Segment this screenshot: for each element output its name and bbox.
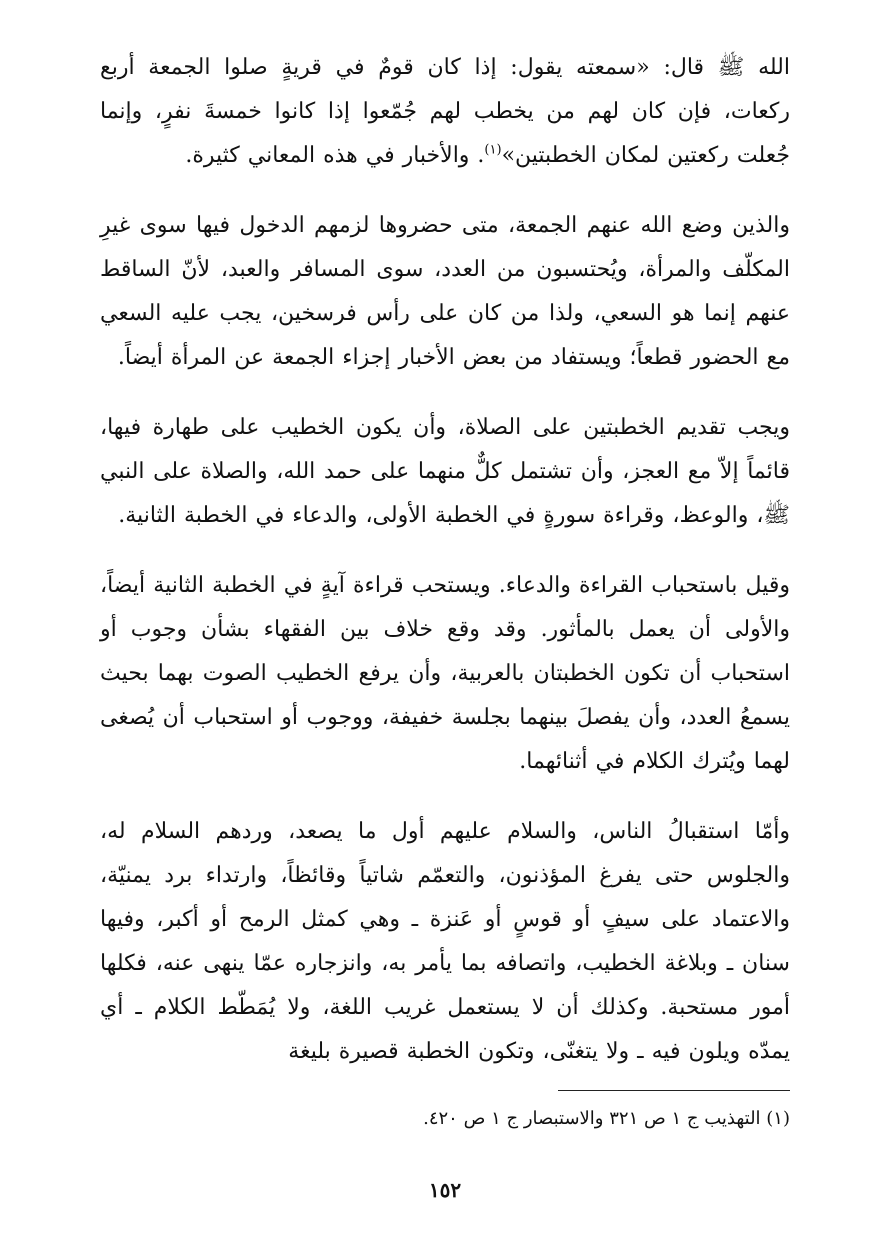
paragraph-5: وأمّا استقبالُ الناس، والسلام عليهم أول ما يصعد، وردهم السلام له، والجلوس حتى يفرغ المؤذنون، والتعمّم شاتياً وقائظاً، وارتداء برد يمنيّة، والاعتماد على سيفٍ أو قوسٍ أو عَنزة ـ وهي كمثل الرمح أو أكبر، وفيها سنان ـ وبلاغة الخطيب، واتصافه بما يأمر به، وانزجاره عمّا ينهى عنه، فكلها أمور مستحبة. وكذلك أن لا يستعمل غريب اللغة، ولا يُمَطّط الكلام ـ أي يمدّه ويلون فيه ـ ولا يتغنّى، وتكون الخطبة قصيرة بليغة: [100, 819, 790, 1064]
page-number: ١٥٢: [428, 1178, 462, 1202]
book-page: [100, 40, 790, 1202]
paragraph-1-text: الله ﷺ قال: «سمعته يقول: إذا كان قومٌ في قريةٍ صلوا الجمعة أربع ركعات، فإن كان لهم من يخطب لهم جُمّعوا إذا كانوا خمسةَ نفرٍ، وإنما جُعلت ركعتين لمكان الخطبتين»: [100, 55, 790, 168]
footnote-divider: [558, 1090, 790, 1091]
paragraph-3: ويجب تقديم الخطبتين على الصلاة، وأن يكون الخطيب على طهارة فيها، قائماً إلاّ مع العجز، وأن تشتمل كلٌّ منهما على حمد الله، والصلاة على النبي ﷺ، والوعظ، وقراءة سورةٍ في الخطبة الأولى، والدعاء في الخطبة الثانية.: [100, 415, 790, 528]
footnote-reference: (١): [484, 142, 502, 158]
paragraph-4: وقيل باستحباب القراءة والدعاء. ويستحب قراءة آيةٍ في الخطبة الثانية أيضاً، والأولى أن يعمل بالمأثور. وقد وقع خلاف بين الفقهاء بشأن وجوب أو استحباب أن تكون الخطبتان بالعربية، وأن يرفع الخطيب الصوت بهما بحيث يسمعُ العدد، وأن يفصلَ بينهما بجلسة خفيفة، ووجوب أو استحباب أن يُصغى لهما ويُترك الكلام في أثنائهما.: [100, 573, 790, 774]
paragraph-1-ending: . والأخبار في هذه المعاني كثيرة.: [185, 143, 485, 168]
paragraph-1: [100, 46, 790, 178]
footnote: (١) التهذيب ج ١ ص ٣٢١ والاستبصار ج ١ ص ٤٢٠.: [423, 1108, 790, 1129]
paragraph-2: والذين وضع الله عنهم الجمعة، متى حضروها لزمهم الدخول فيها سوى غيرِ المكلّف والمرأة، ويُحتسبون من العدد، سوى المسافر والعبد، لأنّ الساقط عنهم إنما هو السعي، ولذا من كان على رأس فرسخين، يجب عليه السعي مع الحضور قطعاً؛ ويستفاد من بعض الأخبار إجزاء الجمعة عن المرأة أيضاً.: [100, 213, 790, 370]
